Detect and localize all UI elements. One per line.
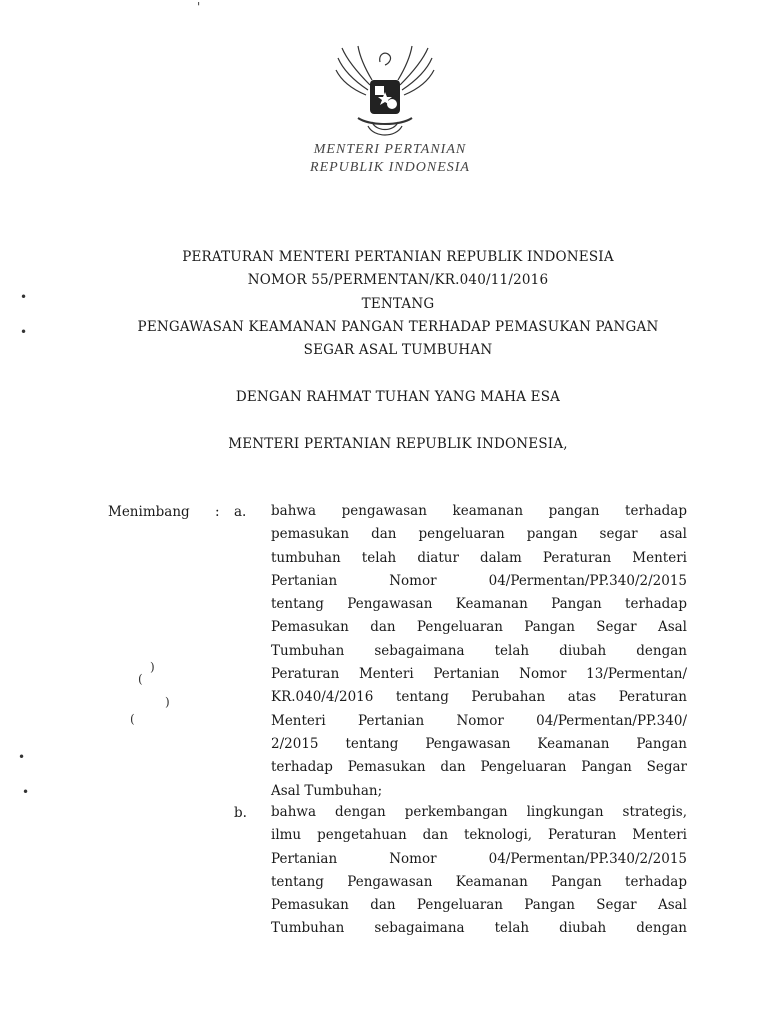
scan-speck: ' [197,0,201,14]
item-a-text [271,500,687,803]
text-line: Tumbuhan sebagaimana telah diubah dengan [271,920,687,937]
text-line: Asal Tumbuhan; [271,782,383,799]
text-line: Peraturan Menteri Pertanian Nomor 13/Permentan/ [271,666,687,683]
text-line: KR.040/4/2016 tentang Perubahan atas Peraturan [271,689,687,706]
scan-speck: • [18,750,26,764]
text-line: Pertanian Nomor 04/Permentan/PP.340/2/2015 [271,850,687,867]
text-line: 2/2015 tentang Pengawasan Keamanan Pangan [271,735,687,752]
text-line: tentang Pengawasan Keamanan Pangan terhadap [271,873,687,890]
regulation-number: NOMOR 55/PERMENTAN/KR.040/11/2016 [247,272,549,288]
item-b-marker: b. [234,805,247,821]
scan-speck: • [22,785,30,799]
text-line: Pertanian Nomor 04/Permentan/PP.340/2/2015 [271,572,687,589]
text-line: tumbuhan telah diatur dalam Peraturan Menteri [271,549,687,566]
garuda-emblem-icon [330,40,440,140]
scan-speck: ( [130,712,135,726]
text-line: pemasukan dan pengeluaran pangan segar asal [271,526,687,543]
scan-speck: • [20,290,28,304]
text-line: ilmu pengetahuan dan teknologi, Peraturan Menteri [271,827,687,844]
regulation-subject-line1: PENGAWASAN KEAMANAN PANGAN TERHADAP PEMASUKAN PANGAN [137,319,659,335]
scan-speck: ( [138,672,143,686]
text-line: terhadap Pemasukan dan Pengeluaran Pangan Segar [271,759,687,776]
text-line: Pemasukan dan Pengeluaran Pangan Segar Asal [271,619,687,636]
considering-colon: : [215,504,220,520]
text-line: bahwa dengan perkembangan lingkungan strategis, [271,804,687,820]
text-line: Tumbuhan sebagaimana telah diubah dengan [271,642,687,659]
regulation-subject-line2: SEGAR ASAL TUMBUHAN [303,342,493,358]
text-line: Menteri Pertanian Nomor 04/Permentan/PP.340/ [271,712,687,729]
text-line: tentang Pengawasan Keamanan Pangan terhadap [271,596,687,613]
item-a-marker: a. [234,504,247,520]
regulation-title: PERATURAN MENTERI PERTANIAN REPUBLIK INDONESIA [182,249,614,265]
text-line: bahwa pengawasan keamanan pangan terhadap [271,503,687,519]
invocation: DENGAN RAHMAT TUHAN YANG MAHA ESA [235,389,561,405]
text-line: Pemasukan dan Pengeluaran Pangan Segar Asal [271,897,687,914]
scan-speck: • [20,325,28,339]
letterhead-ministry: MENTERI PERTANIAN [313,142,467,157]
considering-label: Menimbang [108,504,190,520]
letterhead-republic: REPUBLIK INDONESIA [310,160,470,175]
scan-speck: ) [150,660,155,674]
scan-speck: ) [165,695,170,709]
item-b-text [271,801,687,941]
regulation-about: TENTANG [361,296,435,312]
issuing-authority: MENTERI PERTANIAN REPUBLIK INDONESIA, [228,436,568,452]
